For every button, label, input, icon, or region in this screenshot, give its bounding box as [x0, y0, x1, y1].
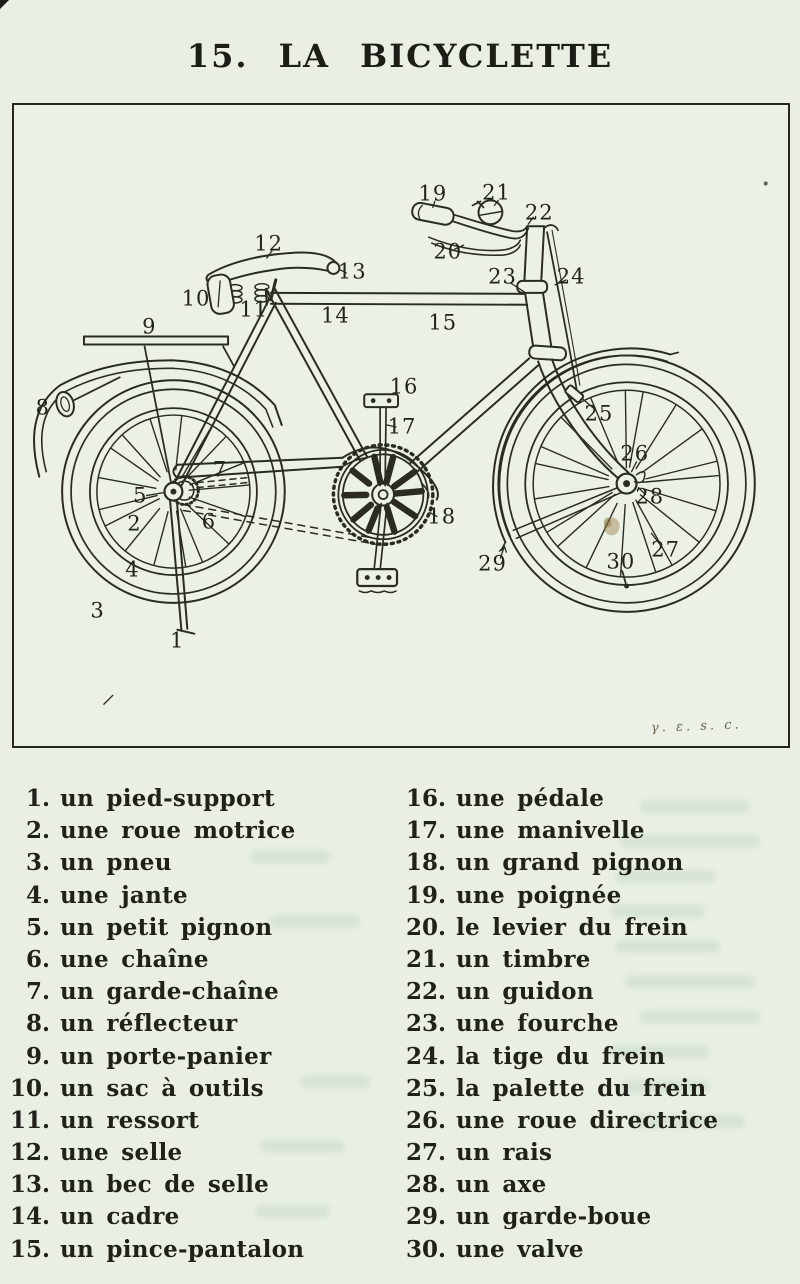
scan-corner-artifact [0, 0, 9, 9]
vocab-row [2, 849, 394, 881]
diagram-label-10: 10 [181, 286, 211, 311]
diagram-label-8: 8 [35, 395, 51, 420]
vocab-number: 25. [405, 1074, 446, 1102]
vocab-number: 23. [405, 1010, 446, 1038]
vocab-row [2, 1010, 394, 1042]
diagram-label-3: 3 [90, 598, 105, 623]
vocab-term: un garde-chaîne [60, 978, 280, 1006]
diagram-label-4: 4 [125, 557, 140, 582]
vocab-term: une roue motrice [60, 817, 296, 845]
diagram-label-28: 28 [635, 483, 665, 508]
diagram-label-30: 30 [606, 549, 636, 574]
illustrator-signature: γ. ε. s. c. [651, 717, 743, 736]
vocab-number: 4. [25, 881, 50, 909]
diagram-label-25: 25 [584, 401, 614, 426]
vocab-number: 6. [25, 945, 50, 973]
vocab-row [2, 882, 394, 914]
vocab-number: 15. [9, 1235, 50, 1263]
vocab-number: 7. [25, 978, 50, 1006]
vocab-term: un cadre [60, 1203, 180, 1231]
vocab-number: 17. [405, 817, 446, 845]
vocab-number: 10. [9, 1074, 50, 1102]
vocab-row [2, 1236, 394, 1268]
diagram-label-21: 21 [482, 180, 511, 205]
diagram-label-16: 16 [389, 374, 419, 399]
vocab-row [398, 1107, 798, 1139]
vocabulary-column-left [2, 785, 394, 1268]
vocab-number: 21. [405, 945, 446, 973]
vocab-row [2, 1203, 394, 1235]
vocab-row [398, 914, 798, 946]
vocab-term: un porte-panier [60, 1042, 272, 1070]
vocab-term: un sac à outils [60, 1074, 264, 1102]
diagram-label-7: 7 [212, 457, 228, 482]
diagram-label-14: 14 [320, 303, 350, 328]
vocab-term: un ressort [60, 1106, 200, 1134]
vocab-number: 27. [405, 1139, 446, 1167]
vocab-term: une pédale [456, 785, 605, 812]
vocab-number: 5. [25, 913, 50, 941]
vocab-row [398, 849, 798, 881]
vocab-row [398, 1236, 798, 1268]
vocab-number: 20. [405, 913, 446, 941]
vocab-number: 24. [405, 1042, 446, 1070]
vocab-term: un timbre [456, 945, 591, 973]
vocab-row [2, 817, 394, 849]
vocab-number: 18. [405, 849, 446, 877]
vocab-row [398, 785, 798, 817]
vocab-row [2, 1075, 394, 1107]
vocab-number: 26. [405, 1106, 446, 1134]
diagram-label-1: 1 [169, 628, 185, 653]
vocab-number: 16. [405, 785, 446, 812]
diagram-callouts [14, 105, 788, 746]
vocab-term: une chaîne [60, 945, 209, 973]
vocab-row [398, 1075, 798, 1107]
vocab-row [2, 1107, 394, 1139]
vocab-number: 8. [25, 1010, 50, 1038]
vocab-number: 13. [9, 1171, 50, 1199]
vocab-row [398, 1010, 798, 1042]
vocab-term: la palette du frein [456, 1074, 707, 1102]
vocab-row [398, 882, 798, 914]
vocab-row [2, 946, 394, 978]
vocab-term: une roue directrice [456, 1106, 719, 1134]
vocab-term: un axe [456, 1171, 547, 1199]
diagram-label-5: 5 [133, 482, 148, 507]
diagram-label-2: 2 [127, 511, 142, 536]
vocab-number: 19. [405, 881, 446, 909]
bicycle-figure-frame [12, 103, 790, 748]
vocab-number: 28. [405, 1171, 446, 1199]
vocab-row [2, 1171, 394, 1203]
diagram-label-20: 20 [433, 239, 463, 264]
vocab-term: une poignée [456, 881, 622, 909]
diagram-label-29: 29 [478, 551, 507, 576]
vocab-term: une selle [60, 1139, 183, 1167]
vocab-row [398, 817, 798, 849]
vocab-row [2, 1139, 394, 1171]
vocab-number: 30. [405, 1235, 446, 1263]
diagram-label-11: 11 [239, 297, 269, 322]
diagram-label-26: 26 [620, 441, 650, 466]
diagram-label-13: 13 [337, 259, 367, 284]
vocab-term: un bec de selle [60, 1171, 270, 1199]
vocab-row [2, 1043, 394, 1075]
vocab-row [398, 1203, 798, 1235]
vocab-term: la tige du frein [456, 1042, 666, 1070]
vocab-term: une manivelle [456, 817, 645, 845]
vocab-term: un pince-pantalon [60, 1235, 305, 1263]
vocab-term: une jante [60, 881, 188, 909]
vocab-number: 22. [405, 978, 446, 1006]
vocab-row [398, 946, 798, 978]
vocab-number: 14. [9, 1203, 50, 1231]
diagram-label-17: 17 [387, 414, 417, 439]
vocab-row [398, 1043, 798, 1075]
vocab-term: un petit pignon [60, 913, 273, 941]
diagram-label-15: 15 [428, 310, 458, 335]
vocabulary-column-right [398, 785, 798, 1268]
vocab-term: un réflecteur [60, 1010, 238, 1038]
vocab-term: une valve [456, 1235, 584, 1263]
diagram-label-22: 22 [524, 200, 554, 225]
vocab-row [2, 978, 394, 1010]
diagram-label-9: 9 [142, 314, 157, 339]
vocab-number: 29. [405, 1203, 446, 1231]
vocab-row [398, 978, 798, 1010]
vocab-number: 9. [25, 1042, 50, 1070]
vocab-term: un rais [456, 1139, 553, 1167]
vocab-number: 12. [9, 1139, 50, 1167]
vocab-term: un grand pignon [456, 849, 684, 877]
vocab-row [398, 1139, 798, 1171]
vocab-row [398, 1171, 798, 1203]
vocab-row [2, 785, 394, 817]
vocab-term: un pied-support [60, 785, 275, 812]
vocab-number: 2. [25, 817, 50, 845]
diagram-label-18: 18 [427, 504, 457, 529]
vocab-term: un guidon [456, 978, 594, 1006]
page-title: 15. LA BICYCLETTE [186, 37, 614, 76]
diagram-label-19: 19 [418, 181, 448, 206]
vocab-number: 3. [25, 849, 50, 877]
diagram-label-12: 12 [254, 231, 284, 256]
diagram-label-6: 6 [201, 509, 217, 534]
vocab-term: un garde-boue [456, 1203, 652, 1231]
vocab-term: une fourche [456, 1010, 619, 1038]
diagram-label-23: 23 [488, 264, 517, 289]
diagram-label-27: 27 [651, 537, 680, 562]
vocab-row [2, 914, 394, 946]
vocab-term: le levier du frein [456, 913, 688, 941]
vocab-number: 11. [9, 1106, 50, 1134]
diagram-label-24: 24 [556, 264, 586, 289]
vocab-term: un pneu [60, 849, 172, 877]
vocab-number: 1. [25, 785, 50, 812]
